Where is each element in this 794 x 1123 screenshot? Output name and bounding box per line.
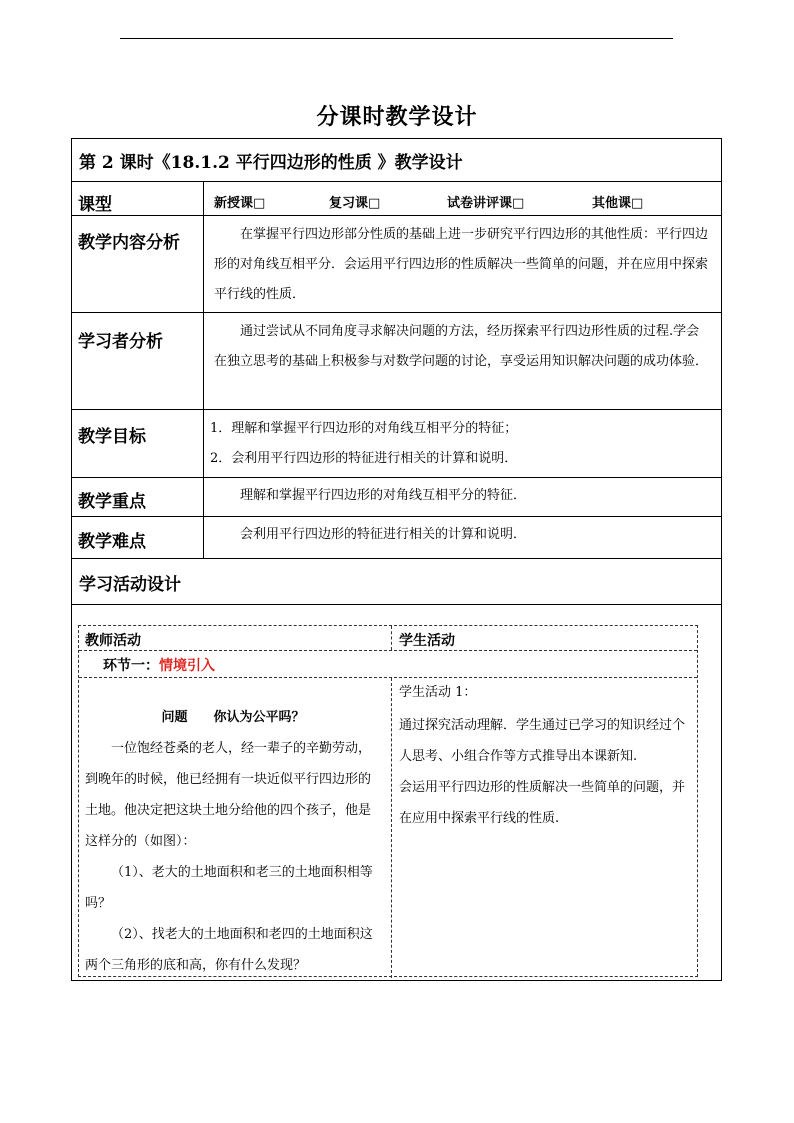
option-new-lesson[interactable]: 新授课□: [214, 196, 266, 211]
problem-title: 问题 你认为公平吗？: [161, 710, 305, 725]
content-analysis-label: 教学内容分析: [72, 216, 204, 312]
lesson-title: 第 2 课时《18.1.2 平行四边形的性质 》教学设计: [79, 153, 463, 173]
link-prefix: 环节一：: [103, 658, 159, 674]
page-title: 分课时教学设计: [316, 104, 478, 130]
header-rule: [120, 38, 673, 39]
student-activity-title: 学生活动 1：: [399, 685, 477, 700]
key-points-text: 理解和掌握平行四边形的对角线互相平分的特征．: [240, 488, 527, 503]
link-one-heading: [103, 655, 215, 675]
course-type-label: 课型: [72, 182, 204, 215]
objectives-label: 教学目标: [72, 410, 204, 477]
content-analysis-row: [72, 215, 721, 312]
teacher-activity-header: 教师活动: [85, 633, 141, 649]
teacher-question: （2）、找老大的土地面积和老四的土地面积这两个三角形的底和高，你有什么发现？: [85, 927, 373, 973]
learner-analysis-label: 学习者分析: [72, 313, 204, 409]
activity-design-row: [72, 558, 721, 604]
activity-design-label: 学习活动设计: [79, 575, 181, 595]
student-paragraph: 通过探究活动理解．学生通过已学习的知识经过个人思考、小组合作等方式推导出本课新知.: [399, 718, 686, 764]
key-points-row: [72, 477, 721, 516]
objectives-row: [72, 409, 721, 477]
objective-item: 1．理解和掌握平行四边形的对角线互相平分的特征；: [210, 421, 518, 436]
body-divider: [391, 678, 392, 978]
option-other-lesson[interactable]: 其他课□: [592, 196, 644, 211]
teacher-question: （1）、老大的土地面积和老三的土地面积相等吗？: [85, 865, 373, 911]
learner-analysis-row: [72, 312, 721, 409]
activity-header-row: [79, 626, 697, 651]
activity-table: [78, 625, 698, 977]
student-paragraph: 会运用平行四边形的性质解决一些简单的问题，并在应用中探索平行线的性质.: [399, 780, 686, 826]
difficulties-label: 教学难点: [72, 517, 204, 558]
key-points-label: 教学重点: [72, 478, 204, 516]
objective-item: 2．会利用平行四边形的特征进行相关的计算和说明．: [210, 451, 518, 466]
option-exam-review-lesson[interactable]: 试卷讲评课□: [447, 196, 525, 211]
course-type-row: [72, 181, 721, 215]
difficulties-text: 会利用平行四边形的特征进行相关的计算和说明．: [240, 527, 527, 542]
option-review-lesson[interactable]: 复习课□: [329, 196, 381, 211]
student-activity-cell: [399, 682, 691, 834]
link-title: 情境引入: [159, 658, 215, 674]
difficulties-row: [72, 516, 721, 558]
content-analysis-text: 在掌握平行四边形部分性质的基础上进一步研究平行四边形的其他性质：平行四边形的对角线互相平分．会运用平行四边形的性质解决一些简单的问题，并在应用中探索平行线的性质．: [214, 227, 709, 302]
learner-analysis-text: 通过尝试从不同角度寻求解决问题的方法，经历探索平行四边形性质的过程.学会在独立思考的基础上积极参与对数学问题的讨论，享受运用知识解决问题的成功体验．: [214, 324, 709, 369]
teacher-activity-cell: [85, 682, 381, 981]
teacher-paragraph: 一位饱经苍桑的老人，经一辈子的辛勤劳动，到晚年的时候，他已经拥有一块近似平行四边形的土地。他决定把这块土地分给他的四个孩子，他是这样分的（如图）：: [85, 741, 372, 849]
student-activity-header: 学生活动: [399, 633, 455, 649]
lesson-title-row: [72, 139, 721, 181]
